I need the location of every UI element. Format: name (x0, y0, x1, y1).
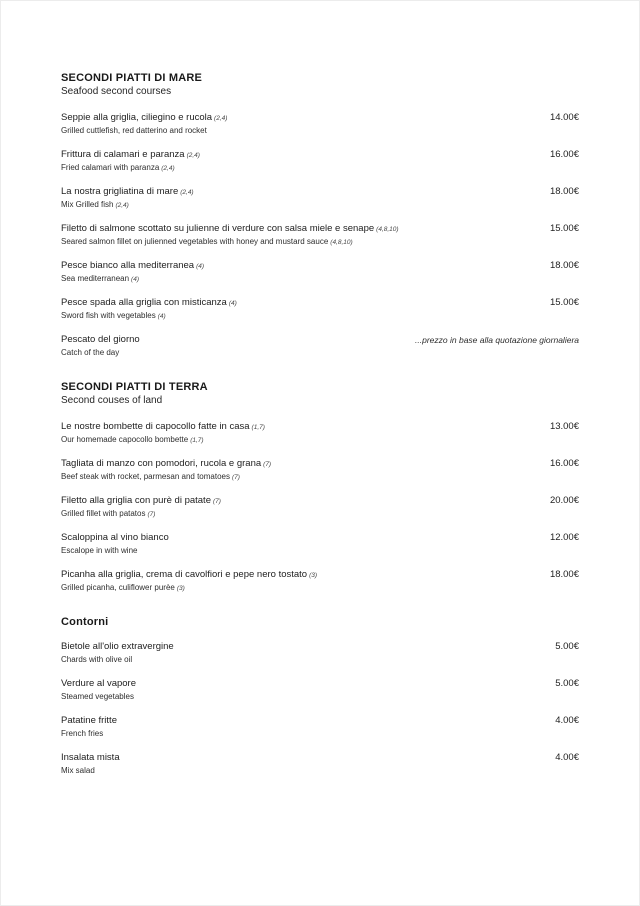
menu-item-name-line (61, 334, 403, 347)
menu-item-text (61, 495, 550, 520)
menu-item-name: Bietole all'olio extravergine (61, 641, 174, 652)
menu-item-desc-line (61, 508, 538, 520)
menu-item-price: 13.00€ (549, 421, 579, 432)
section-items (61, 641, 579, 777)
menu-item-desc-line (61, 545, 538, 557)
menu-item-price: 14.00€ (549, 112, 579, 123)
menu-item (61, 532, 579, 557)
menu-item-text (61, 678, 555, 703)
menu-item-desc: Mix Grilled fish (61, 200, 114, 209)
menu-item-desc-line (61, 199, 538, 211)
menu-item (61, 260, 579, 285)
menu-item-desc-line (61, 310, 538, 322)
menu-item (61, 334, 579, 359)
menu-item-desc: Grilled cuttlefish, red datterino and rocket (61, 126, 207, 135)
menu-item-price: 18.00€ (549, 569, 579, 580)
section-title: SECONDI PIATTI DI MARE (61, 72, 203, 84)
menu-item-desc-line (61, 765, 543, 777)
menu-item-desc: Escalope in with wine (61, 546, 138, 555)
menu-item-desc-line (61, 162, 538, 174)
menu-item-allergens: (4) (196, 263, 205, 270)
menu-item-allergens: (4,8,10) (376, 226, 399, 233)
menu-item-desc: Mix salad (61, 766, 95, 775)
section-title: Contorni (61, 616, 109, 628)
menu-item-text (61, 569, 550, 594)
menu-item (61, 752, 579, 777)
menu-item-desc-allergens: (2,4) (161, 165, 175, 172)
menu-item (61, 186, 579, 211)
menu-item-name-line (61, 641, 543, 654)
menu-item-desc-line (61, 654, 543, 666)
menu-item-price: 18.00€ (549, 260, 579, 271)
menu-item-name: Filetto di salmone scottato su julienne di verdure con salsa miele e senape (61, 223, 375, 234)
menu-item-desc: Grilled fillet with patatos (61, 509, 146, 518)
menu-item-desc-allergens: (4) (131, 276, 139, 283)
menu-item-text (61, 641, 555, 666)
menu-item-allergens: (4) (228, 300, 237, 307)
menu-item-desc-allergens: (4,8,10) (330, 239, 353, 246)
menu-item (61, 495, 579, 520)
section-subtitle: Seafood second courses (61, 86, 172, 97)
menu-item-name: Filetto alla griglia con purè di patate (61, 495, 211, 506)
menu-item-price: 4.00€ (555, 715, 579, 726)
menu-item-price: 5.00€ (555, 641, 579, 652)
menu-item-allergens: (7) (263, 461, 272, 468)
menu-item-desc-line (61, 434, 538, 446)
section-title: SECONDI PIATTI DI TERRA (61, 381, 208, 393)
menu-item-price: 16.00€ (549, 458, 579, 469)
menu-section (61, 616, 579, 777)
section-items (61, 421, 579, 594)
menu-item-name-line (61, 678, 543, 691)
menu-item-allergens: (2,4) (186, 152, 200, 159)
menu-item-desc: Seared salmon fillet on julienned vegetables with honey and mustard sauce (61, 237, 329, 246)
menu-item-name: Picanha alla griglia, crema di cavolfiori e pepe nero tostato (61, 569, 308, 580)
menu-item-name-line (61, 421, 538, 434)
menu-item-name: Le nostre bombette di capocollo fatte in casa (61, 421, 250, 432)
menu-item-text (61, 297, 550, 322)
menu-item-allergens: (7) (212, 498, 221, 505)
menu-item-allergens: (2,4) (180, 189, 194, 196)
menu-item (61, 569, 579, 594)
menu-item-desc-allergens: (7) (147, 511, 156, 518)
menu-item-desc-line (61, 125, 538, 137)
menu-item (61, 641, 579, 666)
menu-item-desc-allergens: (7) (231, 474, 240, 481)
menu-item-name-line (61, 297, 538, 310)
menu-item-name: Pescato del giorno (61, 334, 140, 345)
menu-item-desc: Beef steak with rocket, parmesan and tomatoes (61, 472, 230, 481)
menu-item-name: Patatine fritte (61, 715, 117, 726)
menu-item-name: Pesce bianco alla mediterranea (61, 260, 195, 271)
menu-item-name-line (61, 186, 538, 199)
menu-item-desc: Our homemade capocollo bombette (61, 435, 189, 444)
menu-item (61, 112, 579, 137)
menu-item-allergens: (1,7) (251, 424, 265, 431)
menu-item-text (61, 532, 550, 557)
menu-item-text (61, 223, 550, 248)
menu-item-desc-line (61, 273, 538, 285)
menu-item-name: Tagliata di manzo con pomodori, rucola e grana (61, 458, 262, 469)
menu-item-text (61, 752, 555, 777)
menu-item-name-line (61, 715, 543, 728)
section-items (61, 112, 579, 359)
menu-item-desc: Sea mediterranean (61, 274, 130, 283)
menu-item-price: 5.00€ (555, 678, 579, 689)
menu-item-desc: French fries (61, 729, 104, 738)
menu-item-price: 4.00€ (555, 752, 579, 763)
menu-item (61, 149, 579, 174)
menu-item-text (61, 715, 555, 740)
menu-item (61, 223, 579, 248)
menu-item (61, 678, 579, 703)
menu-item-desc: Grilled picanha, culiflower purèe (61, 583, 175, 592)
menu-item-name: Insalata mista (61, 752, 120, 763)
menu-item-allergens: (2,4) (214, 115, 228, 122)
menu-item-desc-allergens: (1,7) (190, 437, 204, 444)
menu-item-text (61, 421, 550, 446)
menu-item (61, 421, 579, 446)
menu-item-text (61, 260, 550, 285)
menu-item-desc: Steamed vegetables (61, 692, 134, 701)
menu-item-name-line (61, 223, 538, 236)
menu-item-name-line (61, 458, 538, 471)
menu-item-price: 16.00€ (549, 149, 579, 160)
menu-item-price-note: ...prezzo in base alla quotazione giornaliera (415, 335, 579, 345)
menu-item-name: Verdure al vapore (61, 678, 136, 689)
menu-item-desc-line (61, 471, 538, 483)
menu-item-name: La nostra grigliatina di mare (61, 186, 179, 197)
menu-item (61, 297, 579, 322)
menu-item-desc-allergens: (2,4) (115, 202, 129, 209)
menu-item-allergens: (3) (309, 572, 318, 579)
menu-item-desc-line (61, 582, 538, 594)
menu-item-price: 15.00€ (549, 297, 579, 308)
menu-item-desc-allergens: (3) (176, 585, 185, 592)
menu-item-price: 20.00€ (549, 495, 579, 506)
menu-item-text (61, 149, 550, 174)
menu-item-desc-allergens: (4) (157, 313, 166, 320)
menu-item-desc: Sword fish with vegetables (61, 311, 156, 320)
menu-item-desc: Chards with olive oil (61, 655, 133, 664)
menu-item-desc: Catch of the day (61, 348, 120, 357)
menu-item-name: Seppie alla griglia, ciliegino e rucola (61, 112, 213, 123)
menu-item-text (61, 334, 415, 359)
menu-item-price: 12.00€ (549, 532, 579, 543)
menu-item-name-line (61, 532, 538, 545)
menu-item-desc-line (61, 691, 543, 703)
menu-item-desc-line (61, 236, 538, 248)
menu-item-name-line (61, 260, 538, 273)
menu-item-desc-line (61, 728, 543, 740)
menu-item-name: Pesce spada alla griglia con misticanza (61, 297, 227, 308)
menu-item-name-line (61, 495, 538, 508)
menu-item-text (61, 112, 550, 137)
menu-item-text (61, 186, 550, 211)
menu-section (61, 72, 579, 359)
menu-item-name-line (61, 149, 538, 162)
menu-item-price: 18.00€ (549, 186, 579, 197)
menu-item-name-line (61, 112, 538, 125)
menu-item-price: 15.00€ (549, 223, 579, 234)
menu-item-name: Frittura di calamari e paranza (61, 149, 185, 160)
menu-item-desc: Fried calamari with paranza (61, 163, 160, 172)
menu-item-name-line (61, 569, 538, 582)
menu-item-text (61, 458, 550, 483)
menu-item-name-line (61, 752, 543, 765)
menu-item-desc-line (61, 347, 403, 359)
menu-section (61, 381, 579, 594)
section-subtitle: Second couses of land (61, 395, 163, 406)
menu-item (61, 715, 579, 740)
menu-item-name: Scaloppina al vino bianco (61, 532, 169, 543)
menu-item (61, 458, 579, 483)
